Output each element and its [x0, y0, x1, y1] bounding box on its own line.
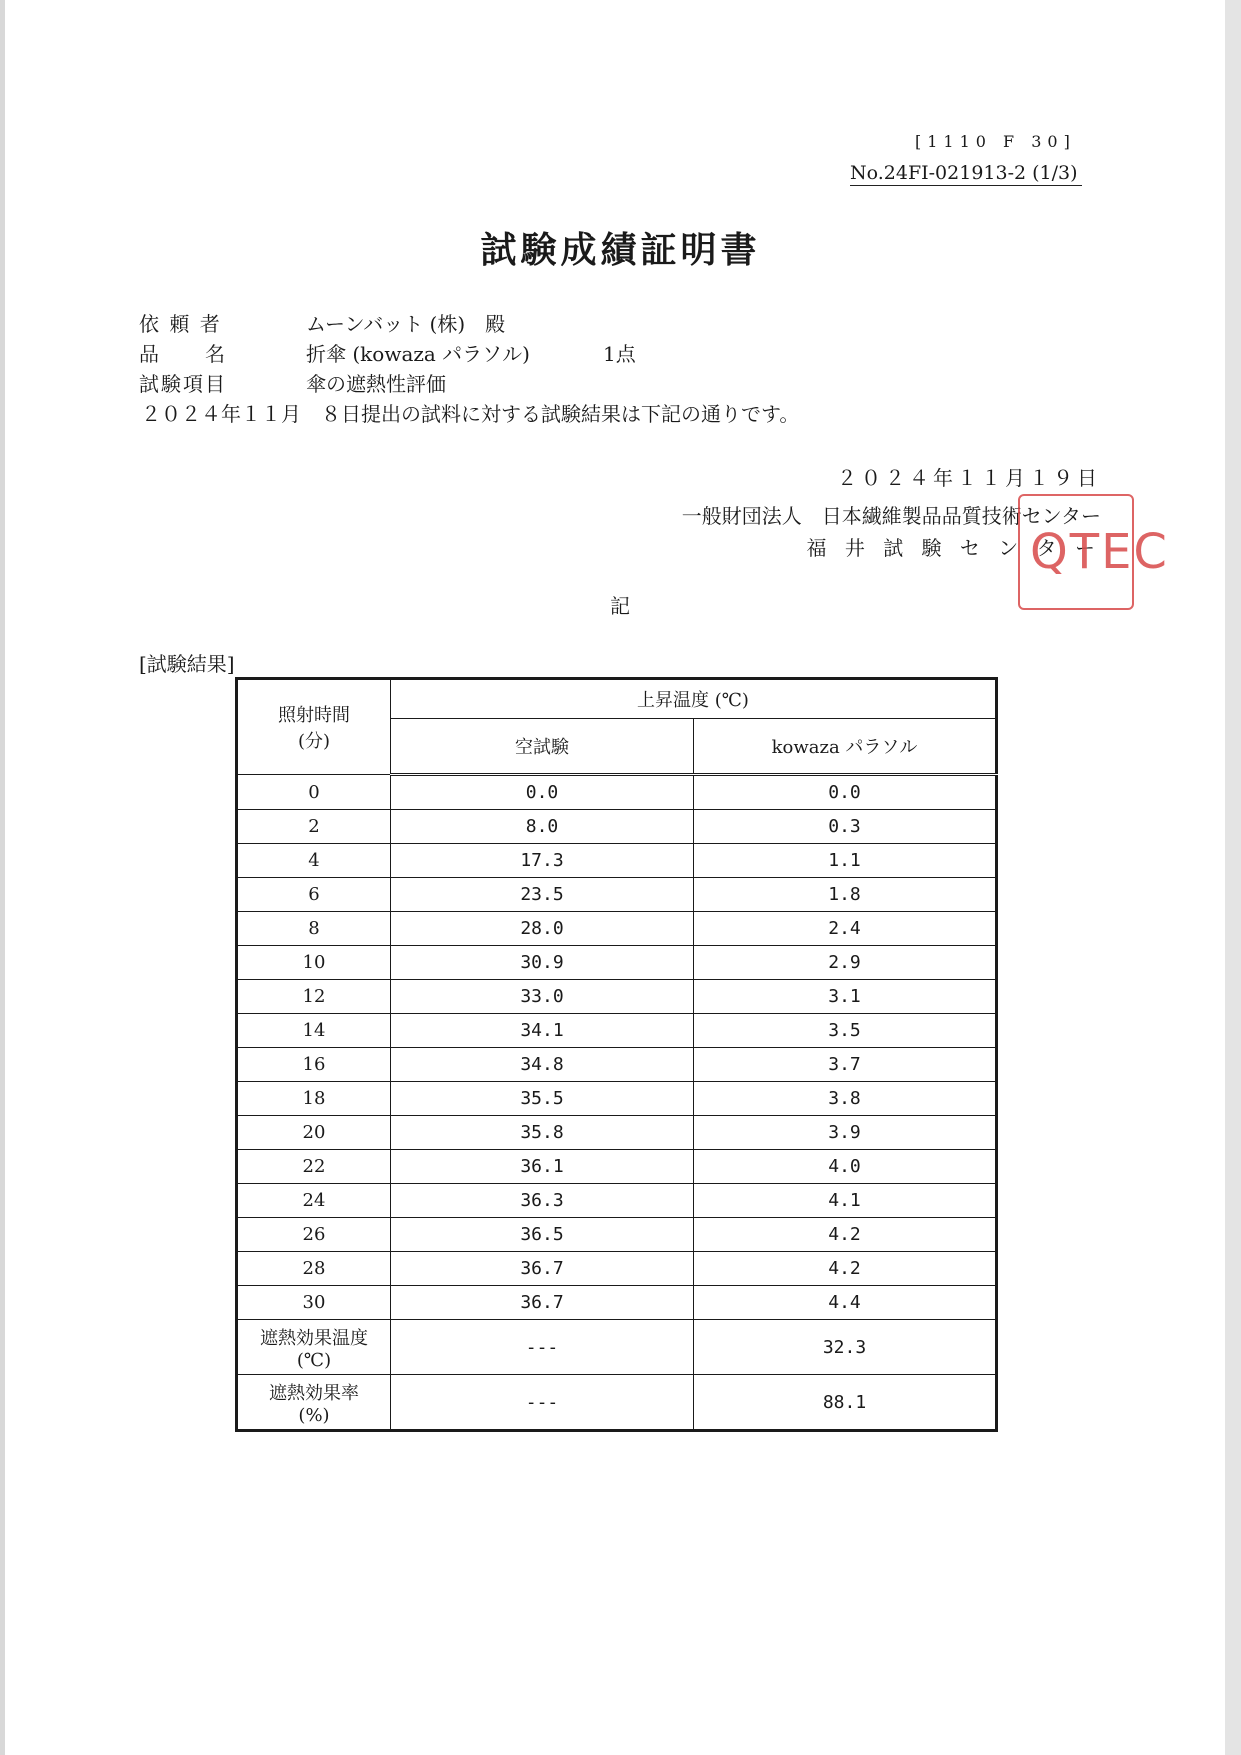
- time-cell: 14: [237, 1014, 391, 1048]
- blank-value-cell: 35.5: [391, 1082, 694, 1116]
- time-cell: 10: [237, 946, 391, 980]
- blank-value-cell: 34.1: [391, 1014, 694, 1048]
- sample-value-cell: 1.8: [694, 878, 997, 912]
- client-value: ムーンバット (株) 殿: [306, 312, 506, 336]
- test-item-value: 傘の遮熱性評価: [306, 372, 446, 396]
- table-row: [237, 1014, 997, 1048]
- ki-marker: 記: [610, 594, 630, 618]
- product-value: 折傘 (kowaza パラソル): [306, 342, 530, 366]
- time-header-line2: (分): [297, 731, 331, 752]
- sample-value-cell: 4.2: [694, 1218, 997, 1252]
- time-cell: 20: [237, 1116, 391, 1150]
- summary-label-line2: (℃): [296, 1349, 332, 1371]
- table-row: [237, 1218, 997, 1252]
- summary-row-effect-temperature: [237, 1320, 997, 1375]
- table-row: [237, 1082, 997, 1116]
- product-label: 品 名: [139, 342, 227, 366]
- table-row: [237, 1048, 997, 1082]
- summary-label: [237, 1320, 391, 1375]
- sample-value-cell: 4.0: [694, 1150, 997, 1184]
- blank-value-cell: 36.7: [391, 1286, 694, 1320]
- blank-value-cell: 36.7: [391, 1252, 694, 1286]
- sample-value-cell: 3.5: [694, 1014, 997, 1048]
- table-row: [237, 1286, 997, 1320]
- sample-value-cell: 2.4: [694, 912, 997, 946]
- summary-sample-value: 32.3: [694, 1320, 997, 1375]
- blank-value-cell: 0.0: [391, 775, 694, 810]
- table-row: [237, 980, 997, 1014]
- blank-value-cell: 17.3: [391, 844, 694, 878]
- blank-value-cell: 23.5: [391, 878, 694, 912]
- issuer-branch: 福 井 試 験 セ ン タ ー: [806, 536, 1101, 560]
- blank-value-cell: 8.0: [391, 810, 694, 844]
- table-row: [237, 912, 997, 946]
- time-cell: 26: [237, 1218, 391, 1252]
- issuer-organization: 一般財団法人 日本繊維製品品質技術センター: [681, 504, 1101, 528]
- table-row: [237, 878, 997, 912]
- time-cell: 12: [237, 980, 391, 1014]
- time-cell: 0: [237, 775, 391, 810]
- time-cell: 8: [237, 912, 391, 946]
- table-row: [237, 1150, 997, 1184]
- sample-value-cell: 0.3: [694, 810, 997, 844]
- sample-value-cell: 3.1: [694, 980, 997, 1014]
- summary-blank-value: ---: [391, 1375, 694, 1431]
- blank-value-cell: 36.5: [391, 1218, 694, 1252]
- time-cell: 30: [237, 1286, 391, 1320]
- client-label: 依 頼 者: [139, 312, 222, 336]
- time-header-line1: 照射時間: [278, 705, 350, 726]
- time-cell: 16: [237, 1048, 391, 1082]
- certificate-number: No.24FI-021913-2 (1/3): [850, 162, 1082, 186]
- section-title: [試験結果]: [139, 652, 235, 676]
- statement-text: ２０２４年１１月 ８日提出の試料に対する試験結果は下記の通りです。: [141, 402, 800, 426]
- issue-date: ２０２４年１１月１９日: [837, 466, 1101, 490]
- sample-value-cell: 1.1: [694, 844, 997, 878]
- blank-value-cell: 34.8: [391, 1048, 694, 1082]
- summary-label-line1: 遮熱効果温度: [260, 1327, 368, 1349]
- official-seal: [1018, 494, 1169, 610]
- summary-label: [237, 1375, 391, 1431]
- sample-value-cell: 4.1: [694, 1184, 997, 1218]
- table-row: [237, 1116, 997, 1150]
- test-item-label: 試験項目: [139, 372, 227, 396]
- sample-value-cell: 4.4: [694, 1286, 997, 1320]
- summary-label-line2: (%): [298, 1404, 330, 1426]
- blank-value-cell: 30.9: [391, 946, 694, 980]
- table-row: [237, 775, 997, 810]
- temperature-group-header: 上昇温度 (℃): [391, 679, 997, 719]
- time-cell: 28: [237, 1252, 391, 1286]
- summary-row-effect-rate: [237, 1375, 997, 1431]
- time-cell: 2: [237, 810, 391, 844]
- blank-value-cell: 33.0: [391, 980, 694, 1014]
- summary-sample-value: 88.1: [694, 1375, 997, 1431]
- summary-blank-value: ---: [391, 1320, 694, 1375]
- table-row: [237, 844, 997, 878]
- product-count: 1点: [603, 342, 636, 366]
- sample-value-cell: 0.0: [694, 775, 997, 810]
- time-cell: 4: [237, 844, 391, 878]
- table-row: [237, 810, 997, 844]
- page-title: 試験成績証明書: [480, 229, 761, 271]
- blank-value-cell: 28.0: [391, 912, 694, 946]
- sample-value-cell: 3.8: [694, 1082, 997, 1116]
- time-cell: 24: [237, 1184, 391, 1218]
- blank-value-cell: 36.1: [391, 1150, 694, 1184]
- table-row: [237, 1184, 997, 1218]
- table-row: [237, 946, 997, 980]
- summary-label-line1: 遮熱効果率: [269, 1382, 359, 1404]
- time-cell: 18: [237, 1082, 391, 1116]
- time-cell: 22: [237, 1150, 391, 1184]
- table-row: [237, 1252, 997, 1286]
- blank-value-cell: 35.8: [391, 1116, 694, 1150]
- time-cell: 6: [237, 878, 391, 912]
- blank-column-header: 空試験: [391, 719, 694, 775]
- blank-value-cell: 36.3: [391, 1184, 694, 1218]
- sample-column-header: kowaza パラソル: [694, 719, 997, 775]
- sample-value-cell: 2.9: [694, 946, 997, 980]
- seal-text: QTEC: [1030, 524, 1169, 580]
- sample-value-cell: 3.7: [694, 1048, 997, 1082]
- sample-value-cell: 4.2: [694, 1252, 997, 1286]
- time-column-header: [237, 679, 391, 775]
- document-code: [1110 F 30]: [915, 132, 1076, 151]
- sample-value-cell: 3.9: [694, 1116, 997, 1150]
- results-table: [235, 677, 998, 1432]
